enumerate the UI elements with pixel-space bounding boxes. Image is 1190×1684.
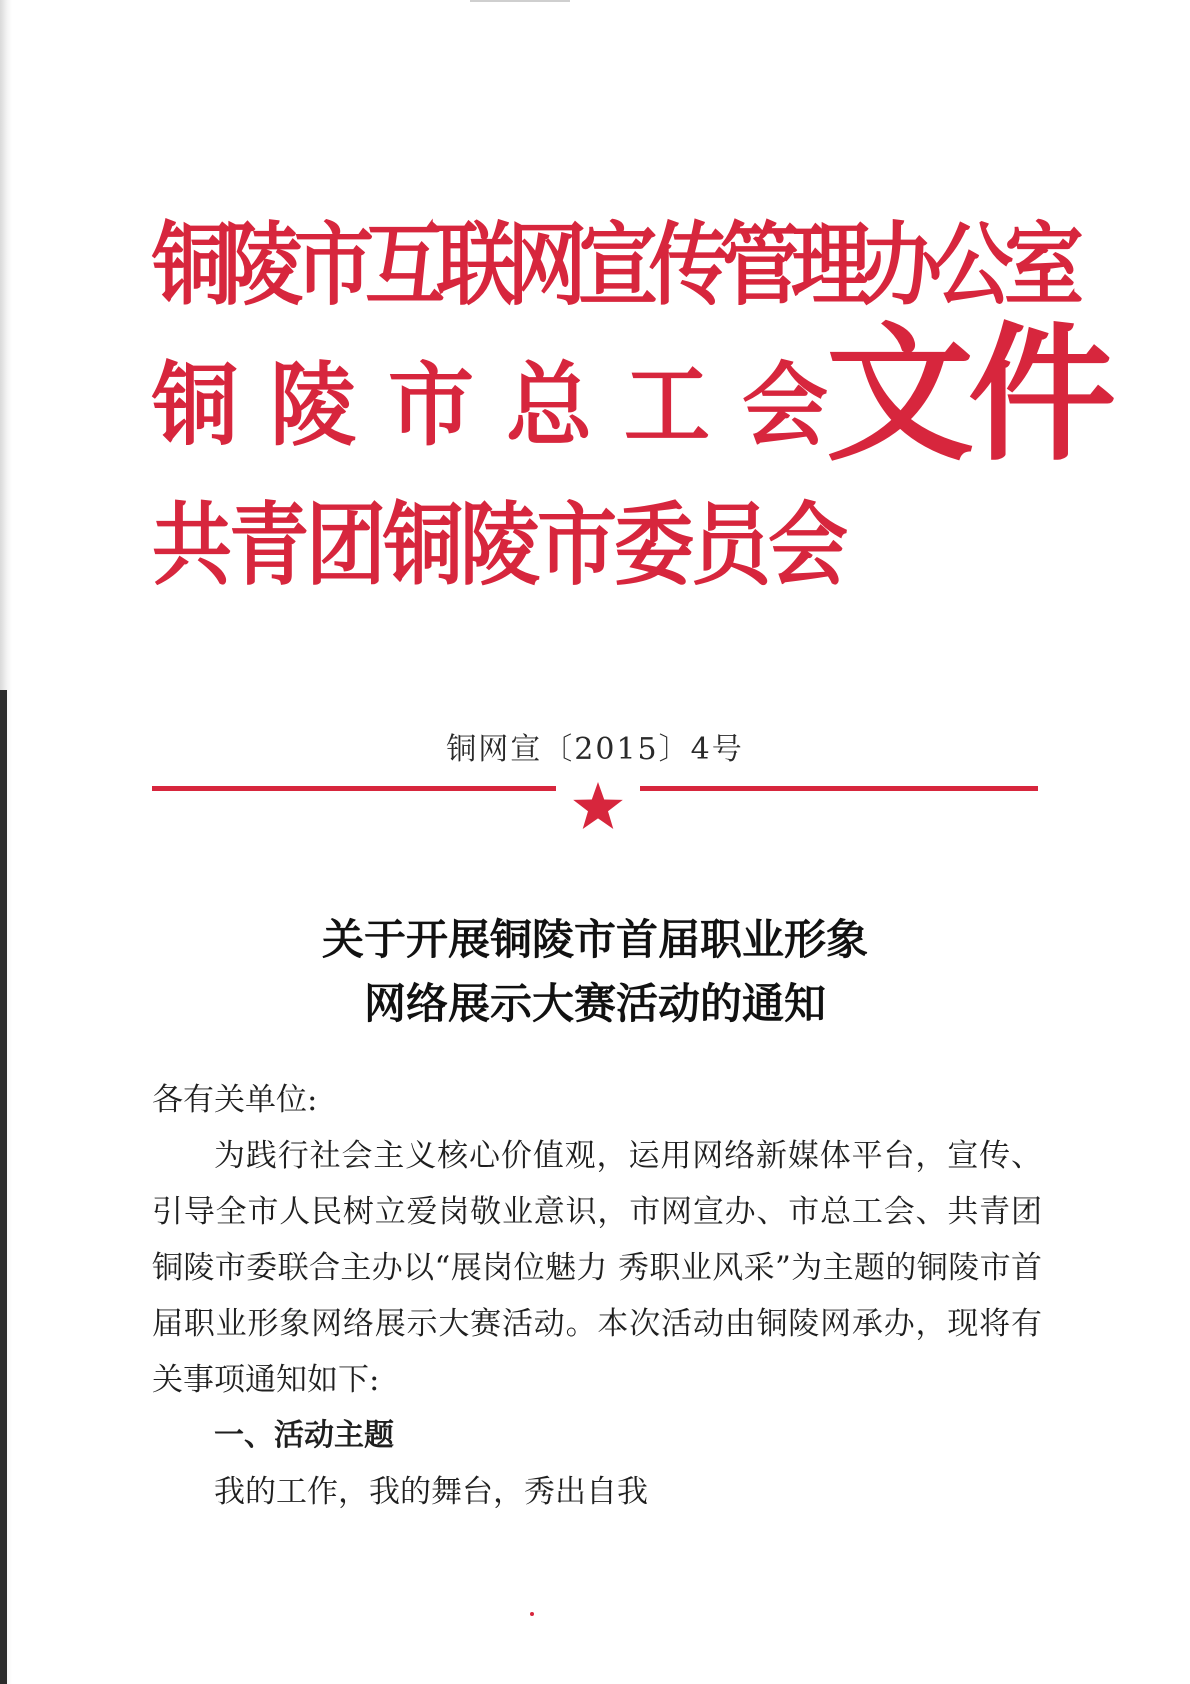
- issuer-trade-union: 铜陵市总工会: [152, 353, 860, 459]
- section-1-text: 我的工作，我的舞台，秀出自我: [214, 1474, 648, 1510]
- scan-shadow: [0, 690, 7, 1684]
- issuer-internet-office: 铜陵市互联网宣传管理办公室: [152, 213, 1075, 318]
- document-kind: 文件: [826, 309, 1110, 481]
- document-number: 铜网宣〔2015〕4号: [446, 732, 744, 767]
- intro-paragraph: 为践行社会主义核心价值观，运用网络新媒体平台，宣传、引导全市人民树立爱岗敬业意识，市网宣办、市总工会、共青团铜陵市委联合主办以“展岗位魅力 秀职业风采”为主题的铜陵市首届职业形象网络展示大赛活动。本次活动由铜陵网承办，现将有关事项通知如下:: [152, 1138, 1042, 1398]
- red-divider-right: [640, 786, 1038, 791]
- title-line-2: 网络展示大赛活动的通知: [363, 979, 826, 1028]
- scan-speck: [530, 1612, 534, 1616]
- scan-mark: [470, 0, 570, 2]
- issuer-youth-league: 共青团铜陵市委员会: [152, 493, 845, 598]
- star-icon: [572, 780, 624, 832]
- notice-title: [0, 908, 1190, 1036]
- red-divider-left: [152, 786, 556, 791]
- section-1-heading: 一、活动主题: [214, 1418, 394, 1453]
- salutation: 各有关单位:: [152, 1082, 318, 1118]
- notice-body: [152, 1072, 1042, 1520]
- title-line-1: 关于开展铜陵市首届职业形象: [321, 915, 868, 964]
